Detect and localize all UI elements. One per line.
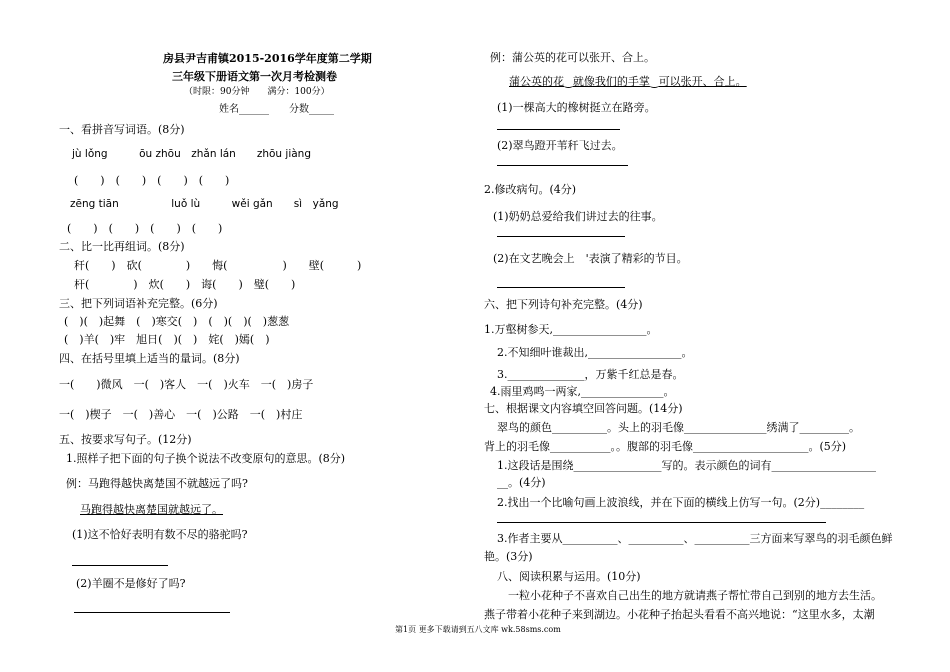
kingfisher-text-2c: 。(5分)	[808, 440, 847, 453]
section-7-title: 七、根据课文内容填空回答问题。(14分)	[484, 402, 683, 415]
example-answer	[509, 75, 747, 88]
section-7-q1-text-c: 。(4分)	[508, 476, 546, 489]
section-7-question-3-cont: 艳。(3分)	[484, 550, 533, 563]
section-1-title: 一、看拼音写词语。(8分)	[59, 123, 185, 136]
section-4-title: 四、在括号里填上适当的量词。(8分)	[59, 352, 240, 365]
poem-line-1: 1.万壑树参天,_________________。	[484, 323, 658, 336]
section-7-q3-sep-2: 、	[683, 532, 695, 545]
kingfisher-text-1c: 绣满了	[766, 421, 800, 434]
section-2-title: 二、比一比再组词。(8分)	[59, 240, 185, 253]
section-5-question-1: 1.照样子把下面的句子换个说法不改变原句的意思。(8分)	[66, 452, 346, 465]
answer-brackets-row-1: ( ) ( ) ( ) ( )	[74, 174, 230, 187]
section-2-row-2: 杆( ) 炊( ) 诲( ) 璧( )	[74, 278, 296, 291]
pinyin-row-2: zēng tiān luǒ lù wěi gǎn sì yǎng	[70, 198, 339, 210]
modify-item-1: (1)奶奶总爱给我们讲过去的往事。	[493, 210, 663, 223]
kingfisher-text-2b: 。腹部的羽毛像	[616, 440, 693, 453]
section-7-question-1-cont: __。(4分)	[497, 476, 546, 489]
section-7-question-2: 2.找出一个比喻句画上波浪线，并在下面的横线上仿写一句。(2分)________	[497, 496, 865, 509]
section-6-title: 六、把下列诗句补充完整。(4分)	[484, 298, 643, 311]
section-8-title: 八、阅读积累与运用。(10分)	[497, 570, 641, 583]
section-7-q1-text-a: 1.这段话是围绕	[497, 459, 574, 472]
page-footer: 第1页 更多下载请到五八文库 wk.58sms.com	[395, 625, 561, 634]
section-7-q2-text: 2.找出一个比喻句画上波浪线，并在下面的横线上仿写一句。(2分)	[497, 496, 821, 509]
kingfisher-line-1: 翠鸟的颜色__________。头上的羽毛像_______________绣满了_________。	[497, 421, 860, 434]
modify-title: 2.修改病句。(4分)	[484, 183, 577, 196]
section-7-question-3: 3.作者主要从__________、__________、__________三方面来写翠鸟的羽毛颜色鲜	[497, 532, 893, 545]
answer-line	[497, 287, 625, 288]
section-3-row-2: ( )羊( )牢 旭日( )( ) 姹( )嫣( )	[64, 333, 270, 346]
wavy-mark-1: ‿	[564, 75, 573, 88]
section-7-q3-text-a: 3.作者主要从	[497, 532, 563, 545]
section-7-q1-text-b: 写的。表示颜色的词有	[661, 459, 772, 472]
section-3-row-1: ( )( )起舞 ( )寒交( ) ( )( )( )葱葱	[64, 315, 290, 328]
example-sentence: 例：蒲公英的花可以张开、合上。	[490, 51, 655, 64]
example-answer-part-3: 可以张开、合上。	[658, 75, 747, 88]
poem-line-3-text: ，万紫千红总是春。	[584, 368, 684, 381]
answer-line	[497, 165, 628, 166]
exam-meta: （时限：90分钟 满分：100分）	[184, 87, 330, 97]
answer-line	[497, 522, 826, 523]
kingfisher-text-2a: 背上的羽毛像	[484, 440, 550, 453]
wavy-mark-2: ‿	[649, 75, 659, 88]
rewrite-item-1: (1)一棵高大的橡树挺立在路旁。	[497, 101, 656, 114]
poem-line-3: 3.______________，万紫千红总是春。	[497, 368, 684, 381]
section-4-row-1: 一( )微风 一( )客人 一( )火车 一( )房子	[59, 378, 314, 391]
poem-line-4-text: 4.雨里鸡鸣一两家,	[490, 385, 581, 398]
example-answer-part-1: 蒲公英的花	[509, 75, 564, 88]
kingfisher-text-1a: 翠鸟的颜色	[497, 421, 552, 434]
section-5-title: 五、按要求写句子。(12分)	[59, 433, 192, 446]
kingfisher-line-2: 背上的羽毛像___________。。腹部的羽毛像_____________________。(5分)	[484, 440, 847, 453]
poem-line-1-text: 1.万壑树参天,	[484, 323, 553, 336]
exam-title-line2: 三年级下册语文第一次月考检测卷	[172, 70, 337, 83]
section-4-row-2: 一( )楔子 一( )善心 一( )公路 一( )村庄	[59, 408, 303, 421]
kingfisher-text-1b: 。头上的羽毛像	[607, 421, 684, 434]
answer-line	[497, 236, 625, 237]
answer-line	[74, 612, 230, 613]
poem-line-4: 4.雨里鸡鸣一两家,_______________。	[490, 385, 675, 398]
section-5-example: 例：马跑得越快离楚国不就越远了吗?	[66, 477, 248, 490]
reading-paragraph-line-1: 一粒小花种子不喜欢自己出生的地方就请燕子帮忙带自己到别的地方去生活。	[508, 589, 882, 602]
section-7-q3-sep-1: 、	[617, 532, 629, 545]
section-3-title: 三、把下列词语补充完整。(6分)	[59, 297, 218, 310]
poem-line-3-num: 3.	[497, 368, 508, 381]
section-7-question-1: 1.这段话是围绕________________写的。表示颜色的词有___________________	[497, 459, 876, 472]
rewrite-item-2: (2)翠鸟蹬开苇秆飞过去。	[497, 139, 623, 152]
reading-paragraph-line-2: 燕子带着小花种子来到湖边。小花种子抬起头看看不高兴地说：“这里水多，太潮	[484, 608, 875, 621]
poem-line-2: 2.不知细叶谁裁出,_________________。	[497, 346, 693, 359]
section-5-item-1: (1)这不恰好表明有数不尽的骆驼吗?	[72, 528, 248, 541]
section-7-q3-text-c: 三方面来写翠鸟的羽毛颜色鲜	[749, 532, 893, 545]
pinyin-row-1: jù lǒng ōu zhōu zhǎn lán zhōu jiàng	[72, 148, 312, 160]
section-5-example-answer: 马跑得越快离楚国就越远了。	[80, 503, 223, 516]
answer-line	[72, 565, 168, 566]
name-score-line: 姓名______ 分数_____	[219, 104, 334, 115]
exam-title-line1: 房县尹吉甫镇2015-2016学年度第二学期	[163, 52, 372, 65]
answer-line	[497, 129, 620, 130]
modify-item-2: (2)在文艺晚会上 '表演了精彩的节目。	[493, 252, 688, 265]
poem-line-2-text: 2.不知细叶谁裁出,	[497, 346, 588, 359]
section-5-item-2: (2)羊圈不是修好了吗?	[76, 577, 186, 590]
answer-brackets-row-2: ( ) ( ) ( ) ( )	[67, 222, 223, 235]
section-2-row-1: 秆( ) 砍( ) 悔( ) 壁( )	[74, 259, 362, 272]
example-answer-part-2: 就像我们的手掌	[572, 75, 650, 88]
